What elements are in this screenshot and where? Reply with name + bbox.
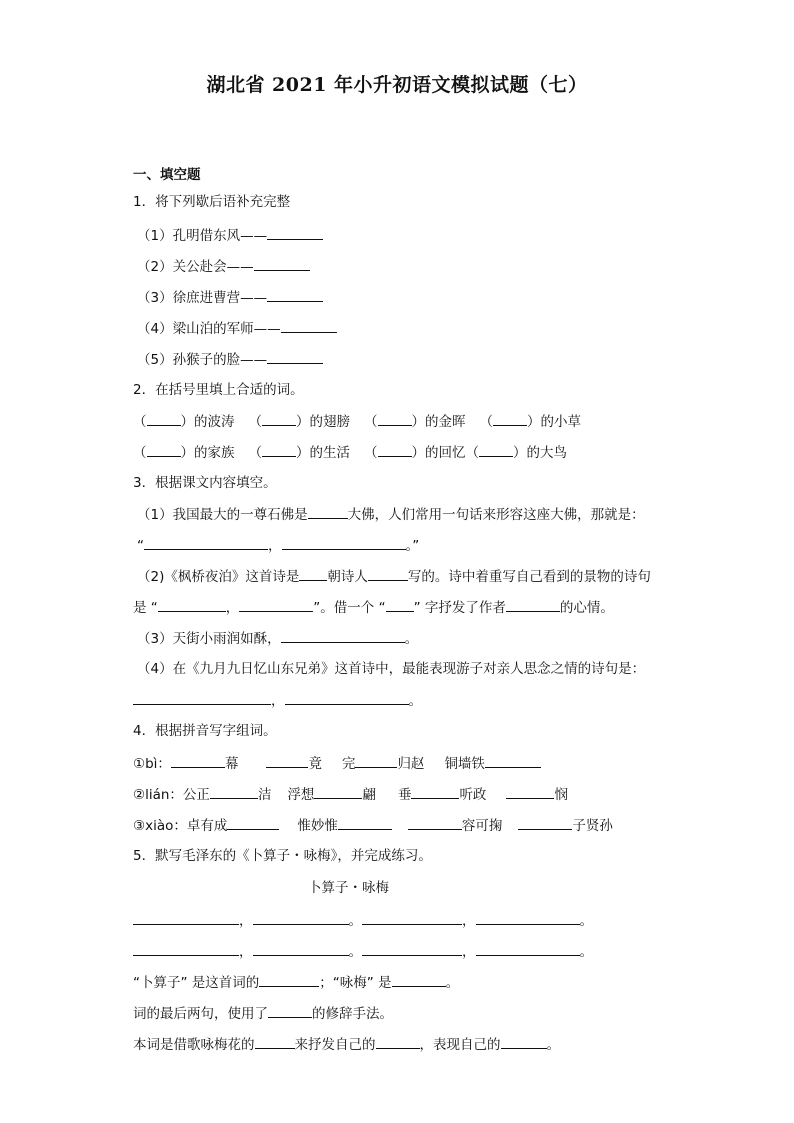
- answer-blank[interactable]: [338, 816, 392, 830]
- page-title: 湖北省 2021 年小升初语文模拟试题（七）: [206, 74, 588, 96]
- answer-blank[interactable]: [144, 536, 268, 550]
- question-3-stem: 3．根据课文内容填空。: [133, 475, 277, 491]
- q3-line-6: （4）在《九月九日忆山东兄弟》这首诗中，最能表现游子对亲人思念之情的诗句是：: [137, 661, 646, 677]
- q2-row-1: （ ）的波涛 （ ）的翅膀 （ ）的金晖 （ ）的小草: [133, 414, 581, 430]
- q1-item-4: （4）梁山泊的军师——: [137, 319, 337, 338]
- answer-blank[interactable]: [485, 754, 541, 768]
- answer-blank[interactable]: [285, 691, 409, 705]
- answer-blank[interactable]: [267, 350, 323, 364]
- answer-blank[interactable]: [518, 816, 572, 830]
- q5-line-2: 词的最后两句，使用了 的修辞手法。: [133, 1006, 393, 1022]
- answer-blank[interactable]: [392, 973, 446, 987]
- answer-blank[interactable]: [133, 942, 239, 956]
- answer-blank[interactable]: [281, 629, 405, 643]
- answer-blank[interactable]: [158, 598, 226, 612]
- answer-blank[interactable]: [267, 226, 323, 240]
- question-5-stem: 5．默写毛泽东的《卜算子・咏梅》，并完成练习。: [133, 848, 432, 864]
- question-4-stem: 4．根据拼音写字组词。: [133, 723, 277, 739]
- answer-blank[interactable]: [376, 1035, 420, 1049]
- answer-blank[interactable]: [268, 1004, 312, 1018]
- answer-blank[interactable]: [362, 911, 462, 925]
- q1-item-1: （1）孔明借东风——: [137, 226, 323, 245]
- answer-blank[interactable]: [378, 412, 412, 426]
- answer-blank[interactable]: [506, 785, 554, 799]
- q1-item-5: （5）孙猴子的脸——: [137, 350, 323, 369]
- q5-line-1: “卜算子” 是这首词的 ；“咏梅” 是 。: [133, 975, 460, 991]
- answer-blank[interactable]: [254, 257, 310, 271]
- q4-row-lian: ②lián：公正 洁 浮想 翩 垂 听政 悯: [133, 787, 568, 803]
- answer-blank[interactable]: [314, 785, 362, 799]
- answer-blank[interactable]: [227, 816, 279, 830]
- q1-item-2: （2）关公赴会——: [137, 257, 310, 276]
- answer-blank[interactable]: [262, 412, 296, 426]
- poem-line-2: ， 。 ， 。: [133, 942, 593, 961]
- answer-blank[interactable]: [255, 1035, 295, 1049]
- answer-blank[interactable]: [386, 598, 414, 612]
- q3-line-1: （1）我国最大的一尊石佛是 大佛，人们常用一句话来形容这座大佛，那就是：: [137, 507, 645, 523]
- answer-blank[interactable]: [506, 598, 560, 612]
- poem-line-1: ， 。 ， 。: [133, 911, 593, 930]
- answer-blank[interactable]: [210, 785, 258, 799]
- answer-blank[interactable]: [308, 505, 348, 519]
- question-1-stem: 1．将下列歇后语补充完整: [133, 194, 291, 210]
- answer-blank[interactable]: [282, 536, 406, 550]
- answer-blank[interactable]: [411, 785, 459, 799]
- answer-blank[interactable]: [368, 567, 408, 581]
- answer-blank[interactable]: [476, 911, 580, 925]
- q3-line-7: ， 。: [133, 691, 422, 710]
- q5-line-3: 本词是借歌咏梅花的 来抒发自己的 ，表现自己的 。: [133, 1037, 560, 1053]
- answer-blank[interactable]: [476, 942, 580, 956]
- answer-blank[interactable]: [253, 942, 349, 956]
- answer-blank[interactable]: [171, 754, 225, 768]
- answer-blank[interactable]: [479, 443, 513, 457]
- answer-blank[interactable]: [133, 691, 271, 705]
- answer-blank[interactable]: [253, 911, 349, 925]
- section-heading: 一、填空题: [133, 167, 201, 183]
- poem-title: 卜算子・咏梅: [308, 880, 389, 896]
- answer-blank[interactable]: [259, 973, 319, 987]
- answer-blank[interactable]: [281, 319, 337, 333]
- answer-blank[interactable]: [355, 754, 397, 768]
- answer-blank[interactable]: [378, 443, 412, 457]
- q4-row-xiao: ③xiào：卓有成 惟妙惟 容可掬 子贤孙: [133, 818, 613, 834]
- answer-blank[interactable]: [147, 412, 181, 426]
- q1-item-3: （3）徐庶进曹营——: [137, 288, 323, 307]
- q3-line-4: 是 “ ， ”。借一个 “ ” 字抒发了作者 的心情。: [133, 600, 614, 616]
- answer-blank[interactable]: [299, 567, 327, 581]
- answer-blank[interactable]: [133, 911, 239, 925]
- answer-blank[interactable]: [239, 598, 313, 612]
- answer-blank[interactable]: [362, 942, 462, 956]
- q3-line-3: （2)《枫桥夜泊》这首诗是 朝诗人 写的。诗中着重写自己看到的景物的诗句: [137, 569, 651, 585]
- q3-line-2: “ ， 。”: [137, 538, 420, 554]
- answer-blank[interactable]: [408, 816, 462, 830]
- answer-blank[interactable]: [501, 1035, 547, 1049]
- q2-row-2: （ ）的家族 （ ）的生活 （ ）的回忆（ ）的大鸟: [133, 445, 567, 461]
- answer-blank[interactable]: [267, 288, 323, 302]
- answer-blank[interactable]: [493, 412, 527, 426]
- answer-blank[interactable]: [147, 443, 181, 457]
- question-2-stem: 2．在括号里填上合适的词。: [133, 382, 304, 398]
- q4-row-bi: ①bì： 幕 竟 完 归赵 铜墙铁: [133, 754, 541, 773]
- answer-blank[interactable]: [262, 443, 296, 457]
- answer-blank[interactable]: [266, 754, 308, 768]
- q3-line-5: （3）天街小雨润如酥， 。: [137, 631, 419, 647]
